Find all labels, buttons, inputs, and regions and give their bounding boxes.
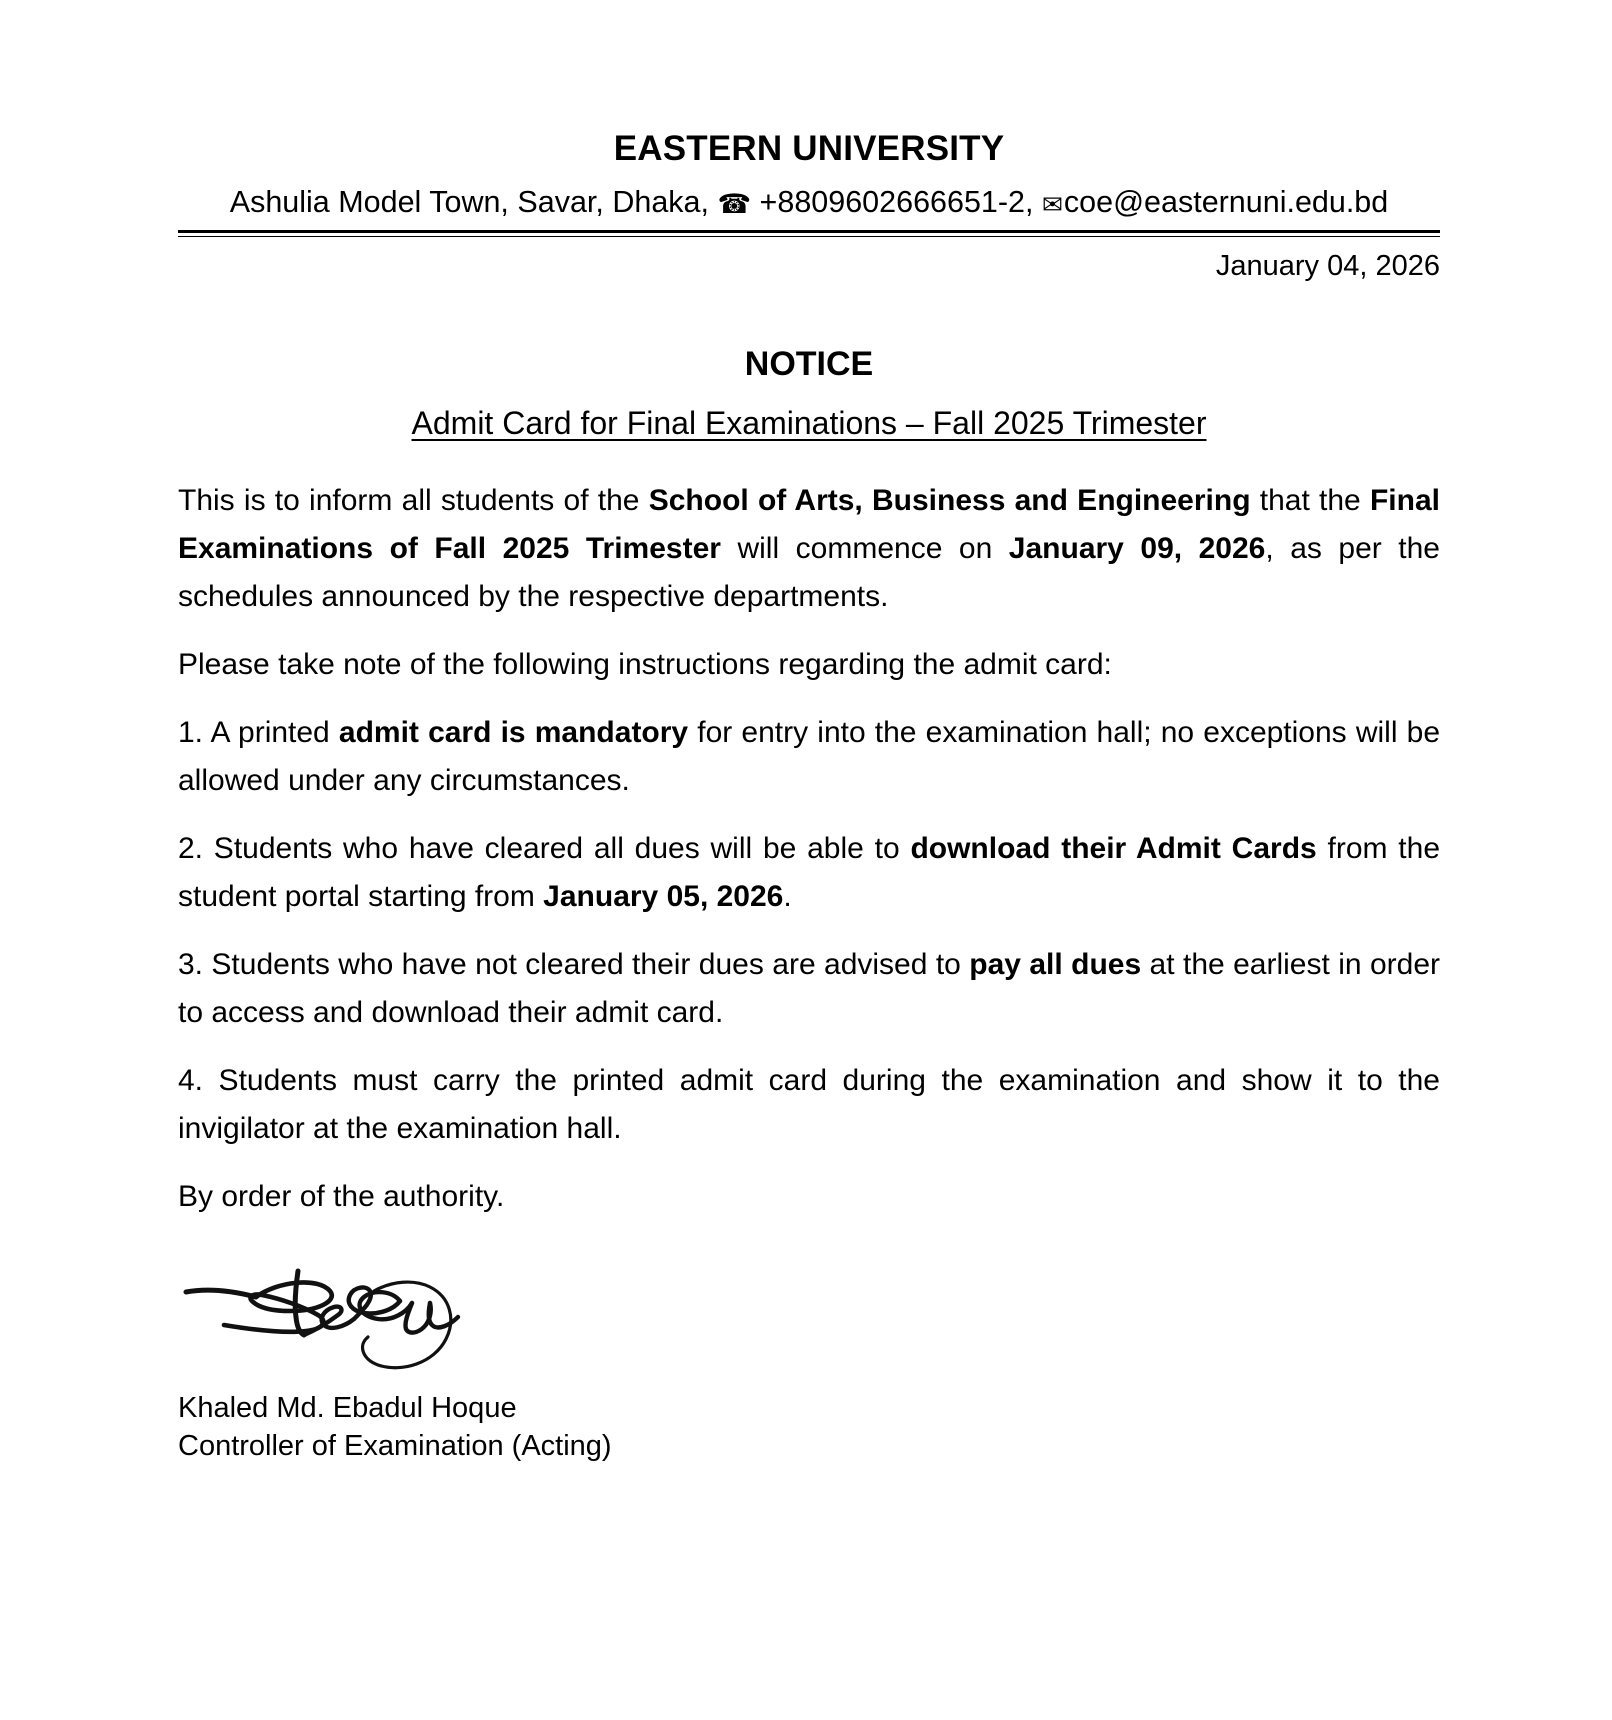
paragraph-closing: By order of the authority. <box>178 1179 505 1213</box>
notice-heading: NOTICE <box>744 344 874 383</box>
item1-bold-mandatory: admit card is mandatory <box>338 715 689 749</box>
item3-seg-2: at the earliest in order to access and download their admit card. <box>178 947 1440 1029</box>
intro-seg-2: that the <box>1250 483 1370 517</box>
paragraph-lead-in: Please take note of the following instructions regarding the admit card: <box>178 647 1112 681</box>
intro-seg-4: , as per the schedules announced by the respective departments. <box>178 531 1440 613</box>
letterhead <box>178 0 1440 237</box>
notice-date: January 04, 2026 <box>1215 249 1440 282</box>
item3-seg-1: 3. Students who have not cleared their dues are advised to <box>178 947 970 981</box>
intro-seg-1: This is to inform all students of the <box>178 483 649 517</box>
phone-number: +8809602666651-2, <box>751 185 1042 220</box>
address-text: Ashulia Model Town, Savar, Dhaka, <box>229 185 718 220</box>
signatory-name: Khaled Md. Ebadul Hoque <box>178 1391 517 1424</box>
item3-bold-pay-dues: pay all dues <box>969 947 1142 981</box>
item2-seg-1: 2. Students who have cleared all dues will be able to <box>178 831 911 865</box>
item2-bold-portal-date: January 05, 2026 <box>543 879 784 913</box>
instruction-item-2 <box>178 825 1440 921</box>
organization-name: EASTERN UNIVERSITY <box>613 129 1005 168</box>
notice-subtitle-text: Admit Card for Final Examinations – Fall 2025 Trimester <box>411 404 1207 441</box>
instruction-item-4: 4. Students must carry the printed admit card during the examination and show it to the invigilator at the examination hall. <box>178 1063 1440 1145</box>
email-address: coe@easternuni.edu.bd <box>1063 185 1389 220</box>
notice-body <box>178 445 1440 1221</box>
telephone-icon: ☎ <box>717 189 752 220</box>
item1-seg-2: for entry into the examination hall; no exceptions will be allowed under any circumstances. <box>178 715 1441 797</box>
intro-bold-start-date: January 09, 2026 <box>1008 531 1266 565</box>
document-sheet <box>178 0 1440 1466</box>
intro-seg-3: will commence on <box>720 531 1009 565</box>
item2-seg-2: from the student portal starting from <box>178 831 1441 913</box>
signatory-role: Controller of Examination (Acting) <box>178 1430 612 1463</box>
title-block <box>178 284 1440 445</box>
letterhead-divider <box>178 230 1440 237</box>
instruction-item-3 <box>178 941 1440 1037</box>
intro-bold-exams: Final Examinations of Fall 2025 Trimester <box>178 483 1440 565</box>
envelope-icon: ✉ <box>1041 191 1063 220</box>
organization-contact-line <box>178 169 1440 223</box>
signature-block <box>178 1221 1440 1466</box>
instruction-item-1 <box>178 709 1440 805</box>
notice-subtitle <box>178 385 1440 445</box>
item2-seg-3: . <box>783 879 792 913</box>
intro-bold-school: School of Arts, Business and Engineering <box>648 483 1251 517</box>
paragraph-intro <box>178 477 1440 621</box>
item1-seg-1: 1. A printed <box>178 715 339 749</box>
item2-bold-download: download their Admit Cards <box>910 831 1317 865</box>
handwritten-signature <box>178 1255 563 1375</box>
